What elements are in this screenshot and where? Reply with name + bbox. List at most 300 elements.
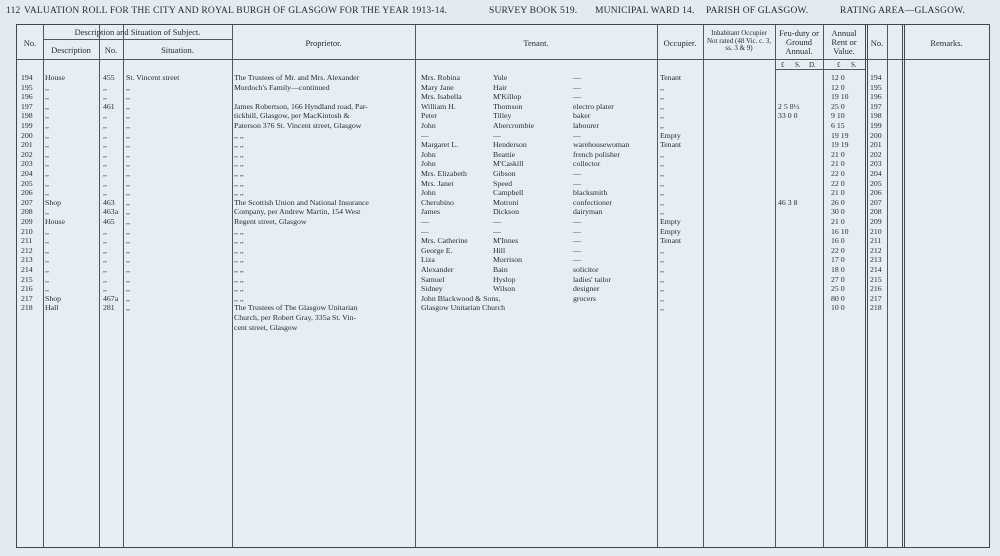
entry-number-right: 205 bbox=[870, 178, 882, 188]
entry-annual-rent: 19 19 bbox=[831, 140, 849, 150]
entry-tenant-forename: John Blackwood & Sons, bbox=[421, 293, 501, 303]
entry-tenant-forename: Mary Jane bbox=[421, 82, 454, 92]
entry-tenant-surname: Hair bbox=[493, 82, 507, 92]
entry-proprietor: ,, ,, bbox=[234, 255, 244, 265]
entry-tenant-occupation: — bbox=[573, 178, 581, 188]
entry-number-right: 199 bbox=[870, 121, 882, 130]
entry-tenant-occupation: — bbox=[573, 226, 581, 236]
entry-feu-duty: 33 0 0 bbox=[778, 111, 798, 121]
entry-proprietor: ,, ,, bbox=[234, 140, 244, 150]
entry-situation: ,, bbox=[126, 284, 130, 294]
table-row bbox=[17, 313, 989, 322]
entry-tenant-occupation: solicitor bbox=[573, 265, 599, 274]
entry-situation: ,, bbox=[126, 207, 130, 217]
entry-situation: ,, bbox=[126, 245, 130, 255]
entry-tenant-occupation: — bbox=[573, 82, 581, 92]
entry-number: 197 bbox=[21, 101, 33, 111]
entry-description: ,, bbox=[45, 92, 49, 102]
entry-proprietor: ,, ,, bbox=[234, 293, 244, 303]
entry-annual-rent: 6 15 bbox=[831, 121, 845, 130]
entry-street-number: ,, bbox=[103, 236, 107, 246]
entry-tenant-surname: — bbox=[493, 217, 501, 226]
entry-street-number: ,, bbox=[103, 82, 107, 92]
entry-tenant-surname: M'Innes bbox=[493, 236, 519, 246]
entry-feu-duty: 2 5 8½ bbox=[778, 101, 800, 111]
annual-pounds-unit: £ bbox=[837, 61, 841, 69]
entry-tenant-occupation: — bbox=[573, 73, 581, 82]
entry-occupier: ,, bbox=[660, 197, 664, 207]
entry-annual-rent: 16 10 bbox=[831, 226, 849, 236]
entry-number-right: 216 bbox=[870, 284, 882, 294]
entry-number-right: 196 bbox=[870, 92, 882, 102]
entry-occupier: ,, bbox=[660, 255, 664, 265]
entry-description: ,, bbox=[45, 236, 49, 246]
entry-street-number: ,, bbox=[103, 121, 107, 130]
entry-occupier: ,, bbox=[660, 111, 664, 121]
entry-number: 216 bbox=[21, 284, 33, 294]
table-row bbox=[17, 246, 989, 255]
entry-tenant-surname: — bbox=[493, 130, 501, 140]
entry-tenant-forename: George E. bbox=[421, 245, 453, 255]
entry-tenant-forename: Mrs. Janet bbox=[421, 178, 454, 188]
entry-occupier: ,, bbox=[660, 284, 664, 294]
col-header-no: No. bbox=[23, 38, 37, 48]
entry-number-right: 195 bbox=[870, 82, 882, 92]
entry-tenant-occupation: — bbox=[573, 245, 581, 255]
entry-tenant-surname: Speed bbox=[493, 178, 513, 188]
page-number: 112 bbox=[6, 6, 21, 16]
entry-situation: ,, bbox=[126, 92, 130, 102]
page-header bbox=[0, 2, 1000, 18]
entry-number: 195 bbox=[21, 82, 33, 92]
entry-number-right: 200 bbox=[870, 130, 882, 140]
entry-street-number: ,, bbox=[103, 274, 107, 284]
roll-title: VALUATION ROLL FOR THE CITY AND ROYAL BURGH OF GLASGOW FOR THE YEAR 1913-14. bbox=[24, 6, 448, 16]
table-row bbox=[17, 131, 989, 140]
entry-proprietor: The Trustees of Mr. and Mrs. Alexander bbox=[234, 73, 360, 82]
entry-proprietor: ,, ,, bbox=[234, 265, 244, 274]
entry-tenant-forename: Mrs. Catherine bbox=[421, 236, 468, 246]
col-header-occupier: Occupier. bbox=[663, 38, 697, 48]
entry-description: ,, bbox=[45, 284, 49, 294]
entry-tenant-occupation: — bbox=[573, 130, 581, 140]
entry-tenant-occupation: collector bbox=[573, 159, 601, 169]
table-row bbox=[17, 92, 989, 101]
entry-tenant-occupation: designer bbox=[573, 284, 600, 294]
entry-number-right: 208 bbox=[870, 207, 882, 217]
entry-situation: ,, bbox=[126, 111, 130, 121]
entry-proprietor: Regent street, Glasgow bbox=[234, 217, 307, 226]
entry-tenant-surname: Thomson bbox=[493, 101, 523, 111]
entry-annual-rent: 19 19 bbox=[831, 130, 849, 140]
entry-number-right: 204 bbox=[870, 169, 882, 178]
entry-description: House bbox=[45, 73, 65, 82]
entry-occupier: ,, bbox=[660, 92, 664, 102]
entry-tenant-forename: Sidney bbox=[421, 284, 443, 294]
entry-situation: ,, bbox=[126, 178, 130, 188]
entry-annual-rent: 22 0 bbox=[831, 178, 845, 188]
entry-situation: ,, bbox=[126, 226, 130, 236]
table-row bbox=[17, 198, 989, 207]
entry-number-right: 203 bbox=[870, 159, 882, 169]
entry-feu-duty: 46 3 8 bbox=[778, 197, 798, 207]
entry-annual-rent: 26 0 bbox=[831, 197, 845, 207]
entry-number: 218 bbox=[21, 303, 33, 313]
entry-number-right: 201 bbox=[870, 140, 882, 150]
entry-tenant-surname: Hyslop bbox=[493, 274, 516, 284]
entry-proprietor: Paterson 376 St. Vincent street, Glasgow bbox=[234, 121, 362, 130]
entry-tenant-forename: — bbox=[421, 130, 429, 140]
entry-occupier: ,, bbox=[660, 121, 664, 130]
entry-annual-rent: 17 0 bbox=[831, 255, 845, 265]
table-row bbox=[17, 236, 989, 245]
entry-description: ,, bbox=[45, 226, 49, 236]
entry-occupier: Empty bbox=[660, 217, 681, 226]
col-header-description-situation: Description and Situation of Subject. bbox=[74, 27, 201, 37]
table-row bbox=[17, 102, 989, 111]
entry-occupier: ,, bbox=[660, 274, 664, 284]
survey-book: SURVEY BOOK 519. bbox=[489, 6, 578, 16]
entry-tenant-surname: Hill bbox=[493, 245, 506, 255]
entry-proprietor: ,, ,, bbox=[234, 169, 244, 178]
entry-number: 215 bbox=[21, 274, 33, 284]
entry-tenant-occupation: confectioner bbox=[573, 197, 612, 207]
entry-tenant-forename: William H. bbox=[421, 101, 456, 111]
col-header-remarks: Remarks. bbox=[930, 38, 963, 48]
entry-proprietor: Church, per Robert Gray, 335a St. Vin- bbox=[234, 313, 357, 322]
entry-situation: ,, bbox=[126, 101, 130, 111]
entry-description: ,, bbox=[45, 274, 49, 284]
entry-proprietor: ,, ,, bbox=[234, 236, 244, 246]
entry-tenant-surname: Bain bbox=[493, 265, 508, 274]
entry-street-number: ,, bbox=[103, 245, 107, 255]
entry-situation: ,, bbox=[126, 130, 130, 140]
roll-table bbox=[16, 24, 990, 548]
table-row bbox=[17, 294, 989, 303]
table-row bbox=[17, 169, 989, 178]
entry-proprietor: ,, ,, bbox=[234, 159, 244, 169]
entry-street-number: ,, bbox=[103, 140, 107, 150]
table-row bbox=[17, 159, 989, 168]
table-row bbox=[17, 179, 989, 188]
entry-number-right: 217 bbox=[870, 293, 882, 303]
entry-number-right: 211 bbox=[870, 236, 882, 246]
entry-street-number: ,, bbox=[103, 188, 107, 198]
entry-proprietor: The Trustees of The Glasgow Unitarian bbox=[234, 303, 358, 313]
entry-number-right: 213 bbox=[870, 255, 882, 265]
entry-street-number: ,, bbox=[103, 265, 107, 274]
annual-shillings-unit: S. bbox=[851, 61, 857, 69]
entry-street-number: ,, bbox=[103, 284, 107, 294]
entry-description: ,, bbox=[45, 121, 49, 130]
entry-tenant-surname: Gibson bbox=[493, 169, 516, 178]
entry-occupier: ,, bbox=[660, 188, 664, 198]
entry-situation: ,, bbox=[126, 217, 130, 226]
entry-tenant-forename: Liza bbox=[421, 255, 435, 265]
entry-number: 194 bbox=[21, 73, 33, 82]
entry-number: 203 bbox=[21, 159, 33, 169]
entry-tenant-surname: M'Caskill bbox=[493, 159, 524, 169]
entry-tenant-surname: Campbell bbox=[493, 188, 524, 198]
entry-occupier: Tenant bbox=[660, 73, 682, 82]
table-row bbox=[17, 323, 989, 332]
table-row bbox=[17, 265, 989, 274]
feu-pounds-unit: £ bbox=[781, 61, 785, 69]
entry-street-number: ,, bbox=[103, 169, 107, 178]
entry-number: 213 bbox=[21, 255, 33, 265]
entry-number: 205 bbox=[21, 178, 33, 188]
table-row bbox=[17, 111, 989, 120]
entry-tenant-surname: — bbox=[493, 226, 501, 236]
entry-tenant-occupation: — bbox=[573, 255, 581, 265]
entry-number-right: 207 bbox=[870, 197, 882, 207]
table-row bbox=[17, 284, 989, 293]
entry-tenant-forename: — bbox=[421, 217, 429, 226]
entry-description: Shop bbox=[45, 293, 62, 303]
entry-proprietor: ,, ,, bbox=[234, 245, 244, 255]
entry-description: Hall bbox=[45, 303, 59, 313]
entry-proprietor: ,, ,, bbox=[234, 274, 244, 284]
entry-annual-rent: 21 0 bbox=[831, 149, 845, 159]
entry-number-right: 215 bbox=[870, 274, 882, 284]
entry-tenant-occupation: ladies' tailor bbox=[573, 274, 611, 284]
entry-number: 200 bbox=[21, 130, 33, 140]
entry-situation: ,, bbox=[126, 303, 130, 313]
entry-number-right: 214 bbox=[870, 265, 882, 274]
entry-number: 196 bbox=[21, 92, 33, 102]
entry-description: ,, bbox=[45, 207, 49, 217]
entry-occupier: Empty bbox=[660, 130, 681, 140]
entry-proprietor: tickhill, Glasgow, per MacKintosh & bbox=[234, 111, 350, 121]
entry-street-number: ,, bbox=[103, 255, 107, 265]
entry-number: 210 bbox=[21, 226, 33, 236]
entry-situation: ,, bbox=[126, 159, 130, 169]
entry-number: 207 bbox=[21, 197, 33, 207]
entry-situation: ,, bbox=[126, 140, 130, 150]
entry-situation: St. Vincent street bbox=[126, 73, 180, 82]
entry-description: ,, bbox=[45, 101, 49, 111]
entry-number: 204 bbox=[21, 169, 33, 178]
entry-annual-rent: 12 0 bbox=[831, 82, 845, 92]
entry-number-right: 194 bbox=[870, 73, 882, 82]
entry-street-number: 463a bbox=[103, 207, 119, 217]
entry-annual-rent: 21 0 bbox=[831, 188, 845, 198]
entry-proprietor: James Robertson, 166 Hyndland road, Par- bbox=[234, 101, 368, 111]
entry-tenant-occupation: — bbox=[573, 169, 581, 178]
entry-number: 211 bbox=[21, 236, 33, 246]
entry-occupier: Empty bbox=[660, 226, 681, 236]
table-row bbox=[17, 73, 989, 82]
entry-proprietor: ,, ,, bbox=[234, 130, 244, 140]
entry-tenant-occupation: baker bbox=[573, 111, 591, 121]
entry-street-number: 455 bbox=[103, 73, 115, 82]
entry-street-number: ,, bbox=[103, 226, 107, 236]
entry-number-right: 209 bbox=[870, 217, 882, 226]
col-header-inhabitant-occupier: Inhabitant Occupier Not rated (48 Vic. c. 3, ss. 3 & 9) bbox=[707, 29, 771, 52]
entry-situation: ,, bbox=[126, 188, 130, 198]
table-row bbox=[17, 140, 989, 149]
entry-description: Shop bbox=[45, 197, 62, 207]
entry-street-number: 463 bbox=[103, 197, 115, 207]
entry-description: ,, bbox=[45, 82, 49, 92]
entry-number: 202 bbox=[21, 149, 33, 159]
entry-proprietor: ,, ,, bbox=[234, 226, 244, 236]
entry-situation: ,, bbox=[126, 293, 130, 303]
entry-street-number: ,, bbox=[103, 178, 107, 188]
entry-tenant-forename: Mrs. Robina bbox=[421, 73, 460, 82]
table-row bbox=[17, 188, 989, 197]
entry-number: 212 bbox=[21, 245, 33, 255]
entry-tenant-forename: John bbox=[421, 188, 436, 198]
col-header-feu-duty: Feu-duty or Ground Annual. bbox=[779, 28, 819, 56]
feu-shillings-unit: S. bbox=[795, 61, 801, 69]
entry-annual-rent: 22 0 bbox=[831, 245, 845, 255]
entry-description: ,, bbox=[45, 159, 49, 169]
entry-occupier: ,, bbox=[660, 265, 664, 274]
entry-situation: ,, bbox=[126, 197, 130, 207]
entry-annual-rent: 12 0 bbox=[831, 73, 845, 82]
entry-description: ,, bbox=[45, 245, 49, 255]
entry-tenant-forename: John bbox=[421, 159, 436, 169]
entry-number-right: 218 bbox=[870, 303, 882, 313]
entry-annual-rent: 16 0 bbox=[831, 236, 845, 246]
entry-annual-rent: 19 10 bbox=[831, 92, 849, 102]
table-row bbox=[17, 227, 989, 236]
entry-street-number: ,, bbox=[103, 149, 107, 159]
entry-annual-rent: 80 0 bbox=[831, 293, 845, 303]
table-row bbox=[17, 303, 989, 312]
entry-annual-rent: 18 0 bbox=[831, 265, 845, 274]
entry-number: 217 bbox=[21, 293, 33, 303]
entry-street-number: 465 bbox=[103, 217, 115, 226]
entry-annual-rent: 10 0 bbox=[831, 303, 845, 313]
entry-tenant-occupation: dairyman bbox=[573, 207, 603, 217]
table-row bbox=[17, 150, 989, 159]
entry-situation: ,, bbox=[126, 121, 130, 130]
entry-occupier: ,, bbox=[660, 101, 664, 111]
entry-number: 206 bbox=[21, 188, 33, 198]
entry-tenant-surname: Wilson bbox=[493, 284, 516, 294]
entry-street-number: ,, bbox=[103, 159, 107, 169]
entry-description: House bbox=[45, 217, 65, 226]
entry-annual-rent: 22 0 bbox=[831, 169, 845, 178]
entry-proprietor: ,, ,, bbox=[234, 284, 244, 294]
entry-tenant-occupation: — bbox=[573, 217, 581, 226]
entry-occupier: ,, bbox=[660, 207, 664, 217]
entry-proprietor: ,, ,, bbox=[234, 149, 244, 159]
entry-description: ,, bbox=[45, 140, 49, 150]
feu-pence-unit: D. bbox=[809, 61, 816, 69]
entry-street-number: ,, bbox=[103, 130, 107, 140]
entry-occupier: Tenant bbox=[660, 140, 682, 150]
entry-tenant-occupation: — bbox=[573, 92, 581, 102]
entry-situation: ,, bbox=[126, 169, 130, 178]
entry-proprietor: Murdoch's Family—continued bbox=[234, 82, 330, 92]
entry-occupier: ,, bbox=[660, 149, 664, 159]
entry-tenant-forename: Peter bbox=[421, 111, 438, 121]
entry-tenant-surname: Yule bbox=[493, 73, 508, 82]
table-row bbox=[17, 121, 989, 130]
entry-street-number: ,, bbox=[103, 92, 107, 102]
entry-situation: ,, bbox=[126, 255, 130, 265]
table-row bbox=[17, 207, 989, 216]
entry-number-right: 212 bbox=[870, 245, 882, 255]
entry-situation: ,, bbox=[126, 149, 130, 159]
entry-tenant-forename: Samuel bbox=[421, 274, 445, 284]
entry-tenant-forename: John bbox=[421, 149, 436, 159]
entry-street-number: ,, bbox=[103, 111, 107, 121]
entry-tenant-surname: Motroni bbox=[493, 197, 519, 207]
entry-number-right: 198 bbox=[870, 111, 882, 121]
entry-occupier: ,, bbox=[660, 159, 664, 169]
entry-annual-rent: 9 10 bbox=[831, 111, 845, 121]
entry-tenant-occupation: french polisher bbox=[573, 149, 620, 159]
rating-area: RATING AREA—GLASGOW. bbox=[840, 6, 966, 16]
col-header-description: Description bbox=[51, 45, 91, 55]
col-header-annual-rent: Annual Rent or Value. bbox=[831, 28, 857, 56]
entry-number: 208 bbox=[21, 207, 33, 217]
table-row bbox=[17, 275, 989, 284]
entry-tenant-occupation: labourer bbox=[573, 121, 599, 130]
col-header-number: No. bbox=[104, 45, 118, 55]
entry-number: 209 bbox=[21, 217, 33, 226]
entry-annual-rent: 21 0 bbox=[831, 159, 845, 169]
entry-number-right: 197 bbox=[870, 101, 882, 111]
entry-proprietor: Company, per Andrew Martin, 154 West bbox=[234, 207, 361, 217]
entry-tenant-forename: — bbox=[421, 226, 429, 236]
entry-annual-rent: 25 0 bbox=[831, 101, 845, 111]
entry-description: ,, bbox=[45, 169, 49, 178]
entry-tenant-occupation: electro plater bbox=[573, 101, 614, 111]
parish: PARISH OF GLASGOW. bbox=[706, 6, 809, 16]
entry-proprietor: The Scottish Union and National Insurance bbox=[234, 197, 369, 207]
entry-tenant-occupation: — bbox=[573, 236, 581, 246]
col-header-tenant: Tenant. bbox=[523, 38, 549, 48]
entry-street-number: 281 bbox=[103, 303, 115, 313]
entry-annual-rent: 30 0 bbox=[831, 207, 845, 217]
entry-tenant-forename: Mrs. Isabella bbox=[421, 92, 462, 102]
entry-tenant-surname: Dickson bbox=[493, 207, 519, 217]
entry-occupier: Tenant bbox=[660, 236, 682, 246]
entry-tenant-surname: Henderson bbox=[493, 140, 527, 150]
entry-tenant-surname: Beattie bbox=[493, 149, 516, 159]
entry-annual-rent: 21 0 bbox=[831, 217, 845, 226]
entry-description: ,, bbox=[45, 255, 49, 265]
entry-number: 201 bbox=[21, 140, 33, 150]
entry-number-right: 202 bbox=[870, 149, 882, 159]
entry-number-right: 206 bbox=[870, 188, 882, 198]
entry-street-number: 461 bbox=[103, 101, 115, 111]
col-header-no-right: No. bbox=[870, 38, 884, 48]
entry-tenant-forename: Cherubino bbox=[421, 197, 454, 207]
entry-situation: ,, bbox=[126, 265, 130, 274]
entry-occupier: ,, bbox=[660, 178, 664, 188]
entry-tenant-forename: John bbox=[421, 121, 436, 130]
entry-street-number: 467a bbox=[103, 293, 119, 303]
entry-description: ,, bbox=[45, 188, 49, 198]
entry-situation: ,, bbox=[126, 236, 130, 246]
col-header-proprietor: Proprietor. bbox=[305, 38, 342, 48]
entry-number: 214 bbox=[21, 265, 33, 274]
entry-tenant-forename: Margaret L. bbox=[421, 140, 459, 150]
entry-number-right: 210 bbox=[870, 226, 882, 236]
entry-tenant-forename: James bbox=[421, 207, 441, 217]
table-row bbox=[17, 255, 989, 264]
entry-tenant-forename: Mrs. Elizabeth bbox=[421, 169, 467, 178]
entry-description: ,, bbox=[45, 178, 49, 188]
table-row bbox=[17, 217, 989, 226]
entry-tenant-occupation: blacksmith bbox=[573, 188, 608, 198]
